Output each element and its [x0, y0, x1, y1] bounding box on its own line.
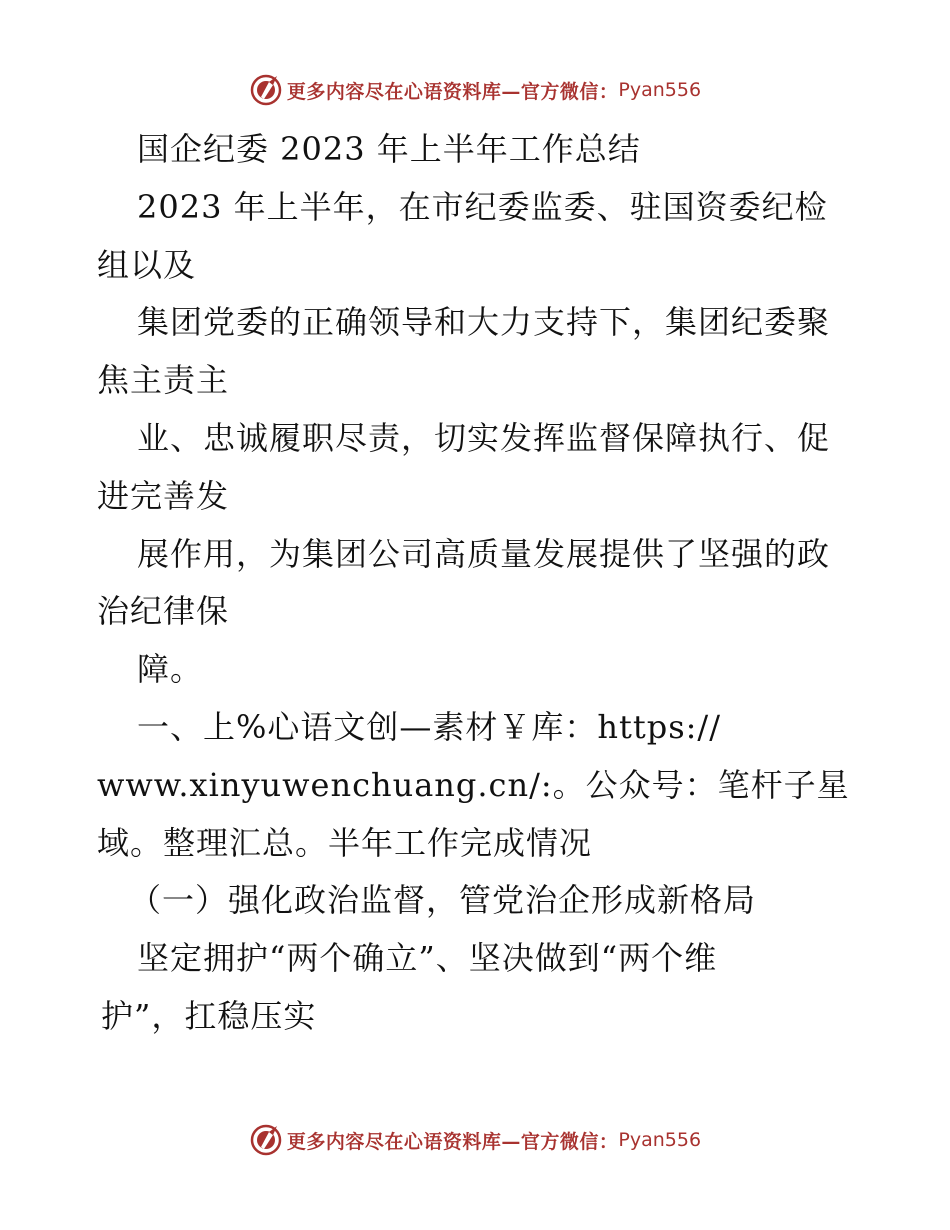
text-line: 治纪律保 — [97, 592, 230, 631]
header-watermark-text: 更多内容尽在心语资料库—官方微信： — [286, 80, 619, 103]
pen-nib-logo-icon — [249, 73, 283, 107]
text-line: 2023 年上半年，在市纪委监委、驻国资委纪检 — [137, 187, 828, 226]
document-title: 国企纪委 2023 年上半年工作总结 — [137, 130, 641, 168]
header-watermark — [0, 68, 950, 112]
pen-nib-logo-icon — [249, 1123, 283, 1157]
text-line: 进完善发 — [97, 476, 230, 515]
footer-watermark-handle: Pyan556 — [618, 1129, 702, 1151]
text-line: 展作用，为集团公司高质量发展提供了坚强的政 — [137, 534, 831, 573]
section-heading: 一、上%心语文创—素材￥库：https:// — [137, 707, 721, 746]
document-body — [97, 121, 857, 1046]
footer-watermark — [0, 1118, 950, 1162]
subsection-heading: （一）强化政治监督，管党治企形成新格局 — [129, 881, 757, 920]
header-watermark-handle: Pyan556 — [618, 79, 702, 101]
text-line: 焦主责主 — [97, 361, 230, 400]
text-line: 业、忠诚履职尽责，切实发挥监督保障执行、促 — [137, 418, 831, 457]
footer-watermark-text: 更多内容尽在心语资料库—官方微信： — [286, 1130, 619, 1153]
text-line: 护”，扛稳压实 — [101, 996, 317, 1035]
text-line: www.xinyuwenchuang.cn/:。公众号：笔杆子星 — [97, 765, 850, 804]
text-line: 坚定拥护“两个确立”、坚决做到“两个维 — [137, 939, 718, 978]
text-line: 域。整理汇总。半年工作完成情况 — [97, 823, 593, 862]
text-line: 障。 — [137, 650, 204, 689]
text-line: 组以及 — [97, 245, 197, 284]
text-line: 集团党委的正确领导和大力支持下，集团纪委聚 — [137, 303, 831, 342]
